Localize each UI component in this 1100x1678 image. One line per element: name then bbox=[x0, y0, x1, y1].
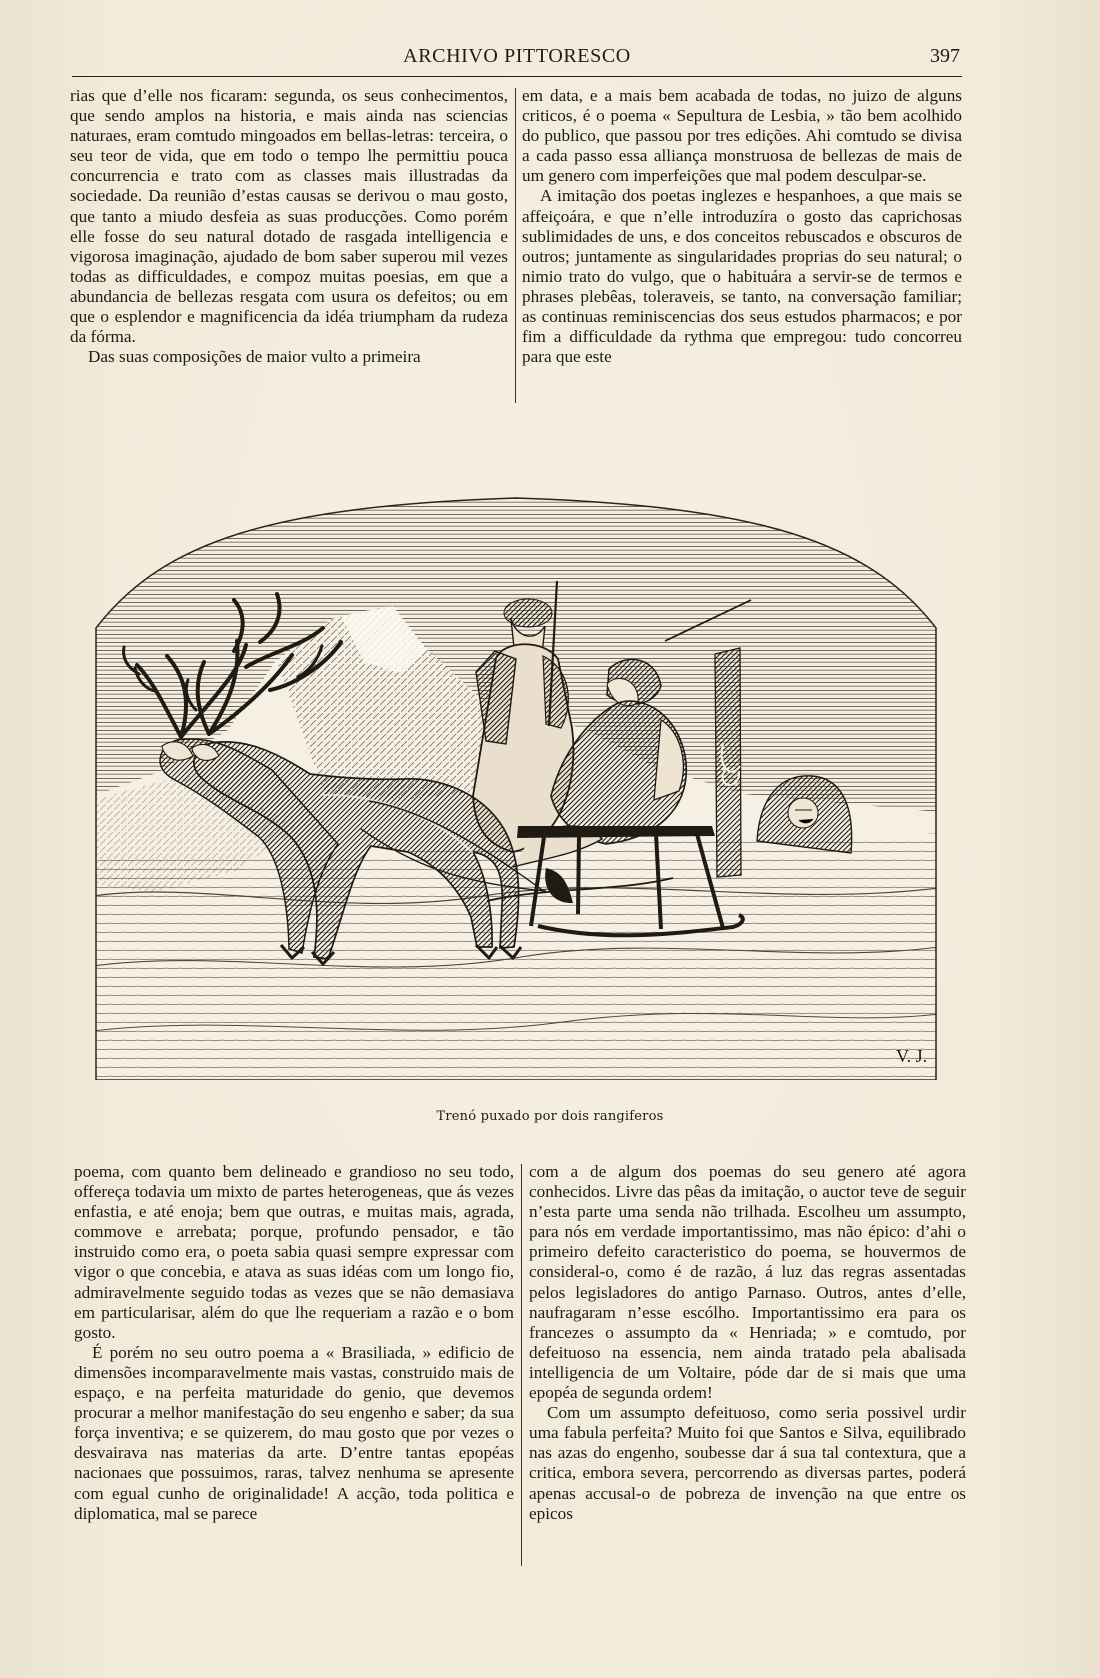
text-column-top-left bbox=[70, 86, 508, 367]
paragraph: A imitação dos poetas inglezes e hespanhoes, a que mais se affeiçoára, e que n’elle introduzíra o gosto das caprichosas sublimidades de uns, e dos conceitos rebuscados e obscuros de outros; juntamente as singularidades proprias do seu natural; o nimio trato do vulgo, que o habituára a servir-se de termos e phrases plebêas, toleraveis, se tanto, na conversação familiar; as continuas reminiscencias dos seus estudos pharmacos; e por fim a difficuldade da rythma que empregou: tudo concorreu para que este bbox=[522, 186, 962, 367]
reindeer-sleigh-engraving bbox=[93, 496, 939, 1080]
text-column-bottom-left bbox=[74, 1162, 514, 1524]
paragraph: É porém no seu outro poema a « Brasiliada, » edificio de dimensões incomparavelmente mais vastas, construido mais de espaço, e na perfeita maturidade do genio, que devemos procurar a melhor manifestação do seu engenho e saber; da sua força inventiva; e se quizerem, do mau gosto que por vezes o desvairava nas materias da arte. D’entre tantas epopéas nacionaes que possuimos, raras, talvez nenhuma se apresente com egual cunho de originalidade! A acção, toda politica e diplomatica, mal se parece bbox=[74, 1342, 514, 1523]
running-header bbox=[72, 40, 962, 77]
paragraph: Com um assumpto defeituoso, como seria possivel urdir uma fabula perfeita? Muito foi que Santos e Silva, equilibrado nas azas do engenho, soubesse dar á sua tal contextura, que a critica, embora severa, percorrendo as diversas partes, poderá apenas accusal-o de pobreza de invenção na que entre os epicos bbox=[529, 1403, 966, 1523]
column-rule bbox=[521, 1164, 522, 1566]
engraving-scene bbox=[93, 496, 939, 1080]
engraver-signature: V. J. bbox=[896, 1046, 928, 1066]
paragraph: poema, com quanto bem delineado e grandioso no seu todo, offereça todavia um mixto de partes heterogeneas, que ás vezes enfastia, e até enoja; bem que outras, e muitas mais, agrada, commove e arrebata; porque, profundo pensador, e tão instruido como era, o poeta sabia quasi sempre expressar com vigor o que concebia, e atava as suas idéas com um longo fio, admiravelmente seguido todas as vezes que se não demasiava em particularisar, além do que lhe requeriam a razão e o bom gosto. bbox=[74, 1162, 514, 1342]
page-number: 397 bbox=[930, 45, 960, 67]
paragraph: com a de algum dos poemas do seu genero até agora conhecidos. Livre das pêas da imitação, o auctor teve de seguir n’esta parte uma senda não trilhada. Escolheu um assumpto, para nós em verdade importantissimo, mas não épico: d’ahi o primeiro defeito caracteristico do poema, se houvermos de consideral-o, como é de razão, á luz das regras assentadas pelos legisladores do antigo Parnaso. Outros, antes d’elle, naufragaram n’esse escólho. Importantissimo era para os francezes o assumpto da « Henriada; » e comtudo, por defeituoso na essencia, nem ainda tratado pela abalisada intelligencia de um Voltaire, póde dar de si mais que uma epopéa de segunda ordem! bbox=[529, 1162, 966, 1403]
paragraph: em data, e a mais bem acabada de todas, no juizo de alguns criticos, é o poema « Sepultura de Lesbia, » tão bem acolhido do publico, que passou por tres edições. Ahi comtudo se divisa a cada passo essa alliança monstruosa de bellezas de mais de um genero com imperfeições que mal podem desculpar-se. bbox=[522, 86, 962, 186]
figure-caption: Trenó puxado por dois rangiferos bbox=[436, 1109, 664, 1124]
text-column-top-right bbox=[522, 86, 962, 367]
paragraph: rias que d’elle nos ficaram: segunda, os seus conhecimentos, que sendo amplos na historia, e mais ainda nas sciencias naturaes, eram comtudo mingoados em bellas-letras: terceira, o seu teor de vida, que em todo o tempo lhe permittiu pouca concurrencia e trato com as classes mais illustradas da sociedade. Da reunião d’estas causas se derivou o mau gosto, que tanto a miudo desfeia as suas producções. Como porém elle fosse do seu natural dotado de rasgada intelligencia e vigorosa imaginação, ajudado de bom saber superou mil vezes todas as difficuldades, e compoz muitas poesias, em que a abundancia de bellezas resgata com usura os defeitos; ou em que o esplendor e magnificencia da idéa triumpham da rudeza da fórma. bbox=[70, 86, 508, 347]
paragraph: Das suas composições de maior vulto a primeira bbox=[88, 347, 421, 367]
running-title: ARCHIVO PITTORESCO bbox=[403, 45, 631, 67]
column-rule bbox=[515, 88, 516, 403]
text-column-bottom-right bbox=[529, 1162, 966, 1524]
